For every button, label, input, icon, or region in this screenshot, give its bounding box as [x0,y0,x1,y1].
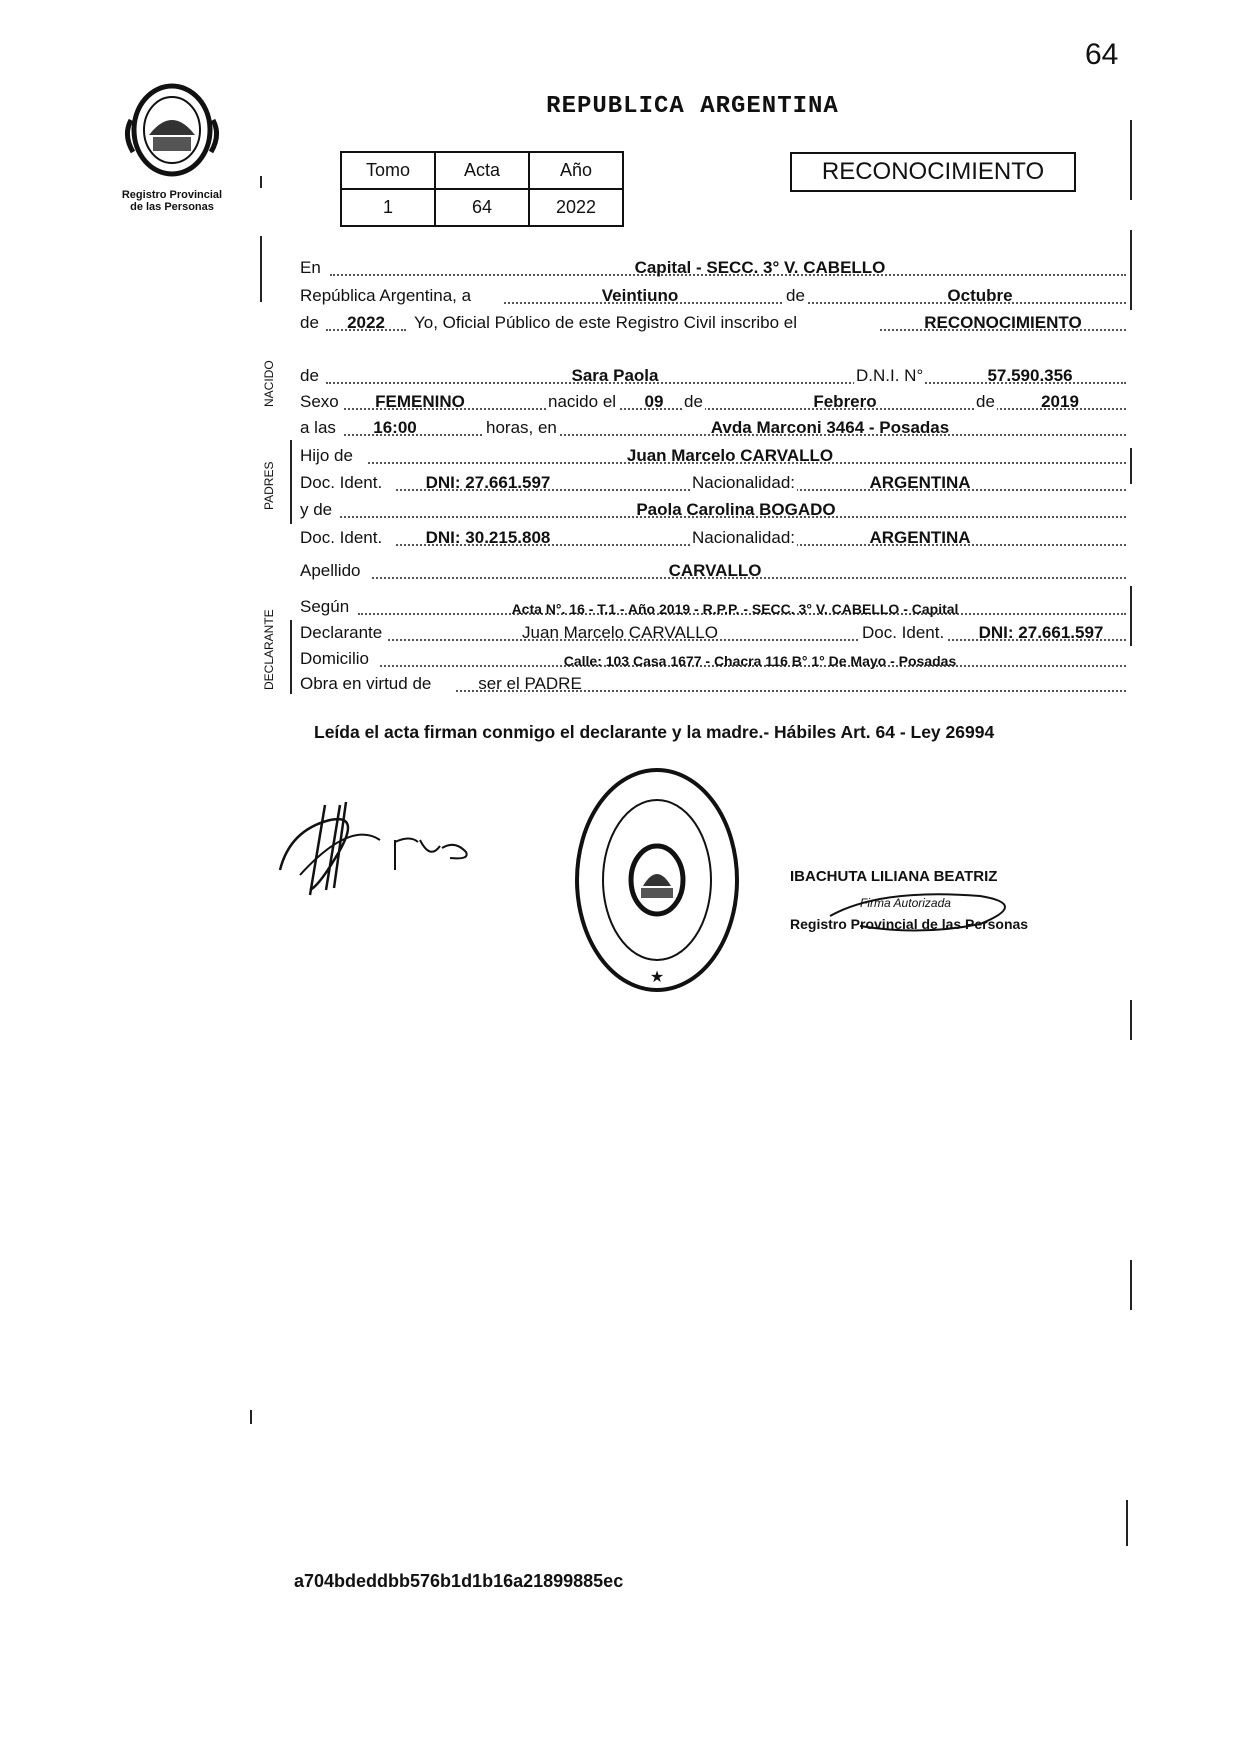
value-birth-time: 16:00 [373,418,417,437]
page-number: 64 [1085,38,1119,71]
closing-note: Leída el acta firman conmigo el declarante y la madre.- Hábiles Art. 64 - Ley 26994 [314,722,995,742]
label-de-year: de [300,313,319,332]
row-en [300,254,1126,280]
label-nacionalidad: Nacionalidad: [692,473,796,492]
label-en: En [300,258,321,277]
value-tomo: 1 [341,189,435,226]
row-obra [300,670,1126,696]
label-domicilio: Domicilio [300,649,369,668]
row-date [300,282,1126,308]
value-birth-month: Febrero [813,392,877,411]
value-obra: ser el PADRE [478,674,582,693]
value-apellido: CARVALLO [668,561,762,580]
side-label-declarante: DECLARANTE [262,609,276,690]
value-mother-nat: ARGENTINA [869,528,971,547]
value-decl-doc: DNI: 27.661.597 [978,623,1104,642]
value-birth-day: 09 [644,392,664,411]
value-name: Sara Paola [571,366,659,385]
value-day: Veintiuno [601,286,679,305]
value-declarante: Juan Marcelo CARVALLO [522,623,718,642]
label-yo-oficial: Yo, Oficial Público de este Registro Civil inscribo el [414,313,797,332]
label-sexo: Sexo [300,392,339,411]
label-decl-doc: Doc. Ident. [862,623,945,642]
value-domicilio: Calle: 103 Casa 1677 - Chacra 116 B° 1° De Mayo - Posadas [563,653,957,669]
margin-tick [260,236,262,302]
registry-table-header-row [341,152,623,189]
label-nacionalidad-mother: Nacionalidad: [692,528,796,547]
official-office: Registro Provincial de las Personas [790,916,1029,932]
label-doc-ident-mother: Doc. Ident. [300,528,383,547]
side-label-padres: PADRES [262,461,276,510]
value-month: Octubre [947,286,1013,305]
row-segun [300,593,1126,619]
document-title: REPUBLICA ARGENTINA [546,93,839,120]
label-de-name: de [300,366,319,385]
value-birth-place: Avda Marconi 3464 - Posadas [710,418,950,437]
row-name [300,362,1126,388]
label-de-birth-year: de [976,392,995,411]
side-label-nacido: NACIDO [262,360,276,407]
value-mother-doc: DNI: 30.215.808 [425,528,551,547]
value-sexo: FEMENINO [375,392,465,411]
margin-tick [1126,1500,1128,1546]
value-father-name: Juan Marcelo CARVALLO [626,446,834,465]
value-anio: 2022 [529,189,623,226]
row-hora [300,414,1126,440]
declarant-signature-icon [270,790,500,910]
margin-tick [1130,1000,1132,1040]
row-apellido [300,557,1126,583]
row-sexo [300,388,1126,414]
value-acta: 64 [435,189,529,226]
label-doc-ident: Doc. Ident. [300,473,383,492]
header-tomo: Tomo [341,152,435,189]
document-hash: a704bdeddbb576b1d1b16a21899885ec [294,1571,624,1591]
value-father-doc: DNI: 27.661.597 [425,473,551,492]
label-de-birth: de [684,392,703,411]
value-dni: 57.590.356 [987,366,1073,385]
row-y-de [300,496,1126,522]
label-horas-en: horas, en [486,418,557,437]
margin-tick [260,176,262,188]
margin-tick [290,620,292,694]
value-en: Capital - SECC. 3° V. CABELLO [634,258,886,277]
margin-tick [290,440,292,524]
value-father-nat: ARGENTINA [869,473,971,492]
official-name: IBACHUTA LILIANA BEATRIZ [790,868,998,885]
delegation-stamp-icon [572,764,742,996]
label-segun: Según [300,597,350,616]
row-year [300,309,1126,335]
label-dni: D.N.I. N° [856,366,924,385]
header-acta: Acta [435,152,529,189]
label-obra: Obra en virtud de [300,674,432,693]
act-type-box: RECONOCIMIENTO [790,152,1076,192]
label-de: de [786,286,805,305]
row-hijo [300,442,1126,468]
logo-caption-line1: Registro Provincial [121,189,223,201]
label-apellido: Apellido [300,561,361,580]
margin-tick [1130,230,1132,310]
label-republica: República Argentina, a [300,286,472,305]
row-father-doc [300,469,1126,495]
margin-tick [250,1410,252,1424]
margin-tick [1130,120,1132,200]
svg-text:★: ★ [649,969,665,986]
official-role: Firma Autorizada [860,896,951,910]
registry-table [340,151,624,227]
label-declarante: Declarante [300,623,383,642]
registry-table-value-row [341,189,623,226]
margin-tick [1130,1260,1132,1310]
value-year: 2022 [347,313,385,332]
row-declarante [300,619,1126,645]
value-segun: Acta N°. 16 - T.1 - Año 2019 - R.P.P. - SECC. 3° V. CABELLO - Capital [511,601,959,617]
value-birth-year: 2019 [1041,392,1079,411]
row-domicilio [300,645,1126,671]
value-act: RECONOCIMIENTO [924,313,1082,332]
margin-tick [1130,586,1132,646]
label-a-las: a las [300,418,336,437]
value-mother-name: Paola Carolina BOGADO [636,500,836,519]
header-anio: Año [529,152,623,189]
row-mother-doc [300,524,1126,550]
label-hijo-de: Hijo de [300,446,353,465]
label-y-de: y de [300,500,333,519]
label-nacido-el: nacido el [548,392,617,411]
logo-caption-line2: de las Personas [130,201,214,213]
margin-tick [1130,448,1132,484]
